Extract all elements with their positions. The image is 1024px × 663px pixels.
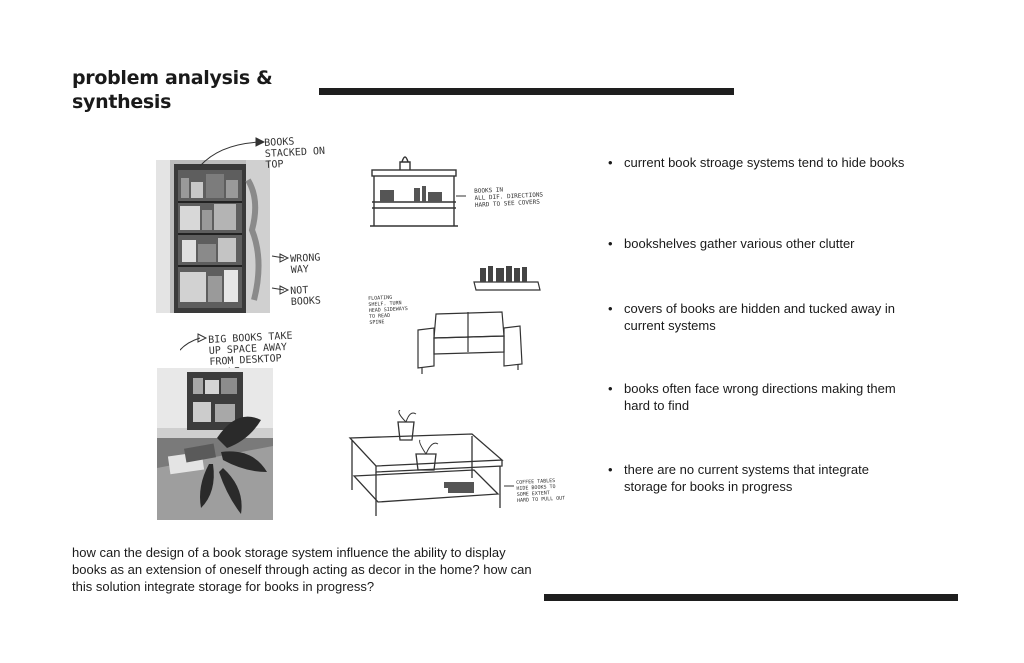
list-item: • there are no current systems that integrate storage for books in progress xyxy=(608,461,914,495)
sketch-bookshelf xyxy=(366,152,466,234)
annotation-wrong-way: WRONG WAY xyxy=(290,252,321,276)
top-divider-bar xyxy=(319,88,734,95)
list-item: • current book stroage systems tend to hide books xyxy=(608,154,914,171)
annotation-coffee-tables: COFFEE TABLES HIDE BOOKS TO SOME EXTENT HARD TO PULL OUT xyxy=(516,477,566,504)
list-item: • bookshelves gather various other clutter xyxy=(608,235,914,252)
photo-books-on-table xyxy=(157,368,273,520)
annotation-books-stacked: BOOKS STACKED ON TOP xyxy=(264,136,326,171)
annotation-not-books: NOT BOOKS xyxy=(290,285,322,308)
bottom-divider-bar xyxy=(544,594,958,601)
sketch-floating-shelf xyxy=(470,260,546,296)
list-item: • covers of books are hidden and tucked away in current systems xyxy=(608,300,914,334)
sketch-coffee-table xyxy=(344,410,514,520)
annotation-floating-shelf: FLOATING SHELF. TURN HEAD SIDEWAYS TO READ SPINE xyxy=(368,294,409,326)
annotation-big-books: BIG BOOKS TAKE UP SPACE AWAY FROM DESKTOP xyxy=(208,330,293,368)
annotation-books-in-all-directions: BOOKS IN ALL DIF. DIRECTIONS HARD TO SEE COVERS xyxy=(474,186,544,209)
page-title: problem analysis & synthesis xyxy=(72,67,273,113)
design-question: how can the design of a book storage system influence the ability to display books as an extension of oneself through acting as decor in the home? how can this solution integrate storage for books in progress? xyxy=(72,545,532,594)
annotation-arrows xyxy=(180,132,350,372)
list-item: • books often face wrong directions making them hard to find xyxy=(608,380,914,414)
sketch-sofa xyxy=(410,300,530,380)
